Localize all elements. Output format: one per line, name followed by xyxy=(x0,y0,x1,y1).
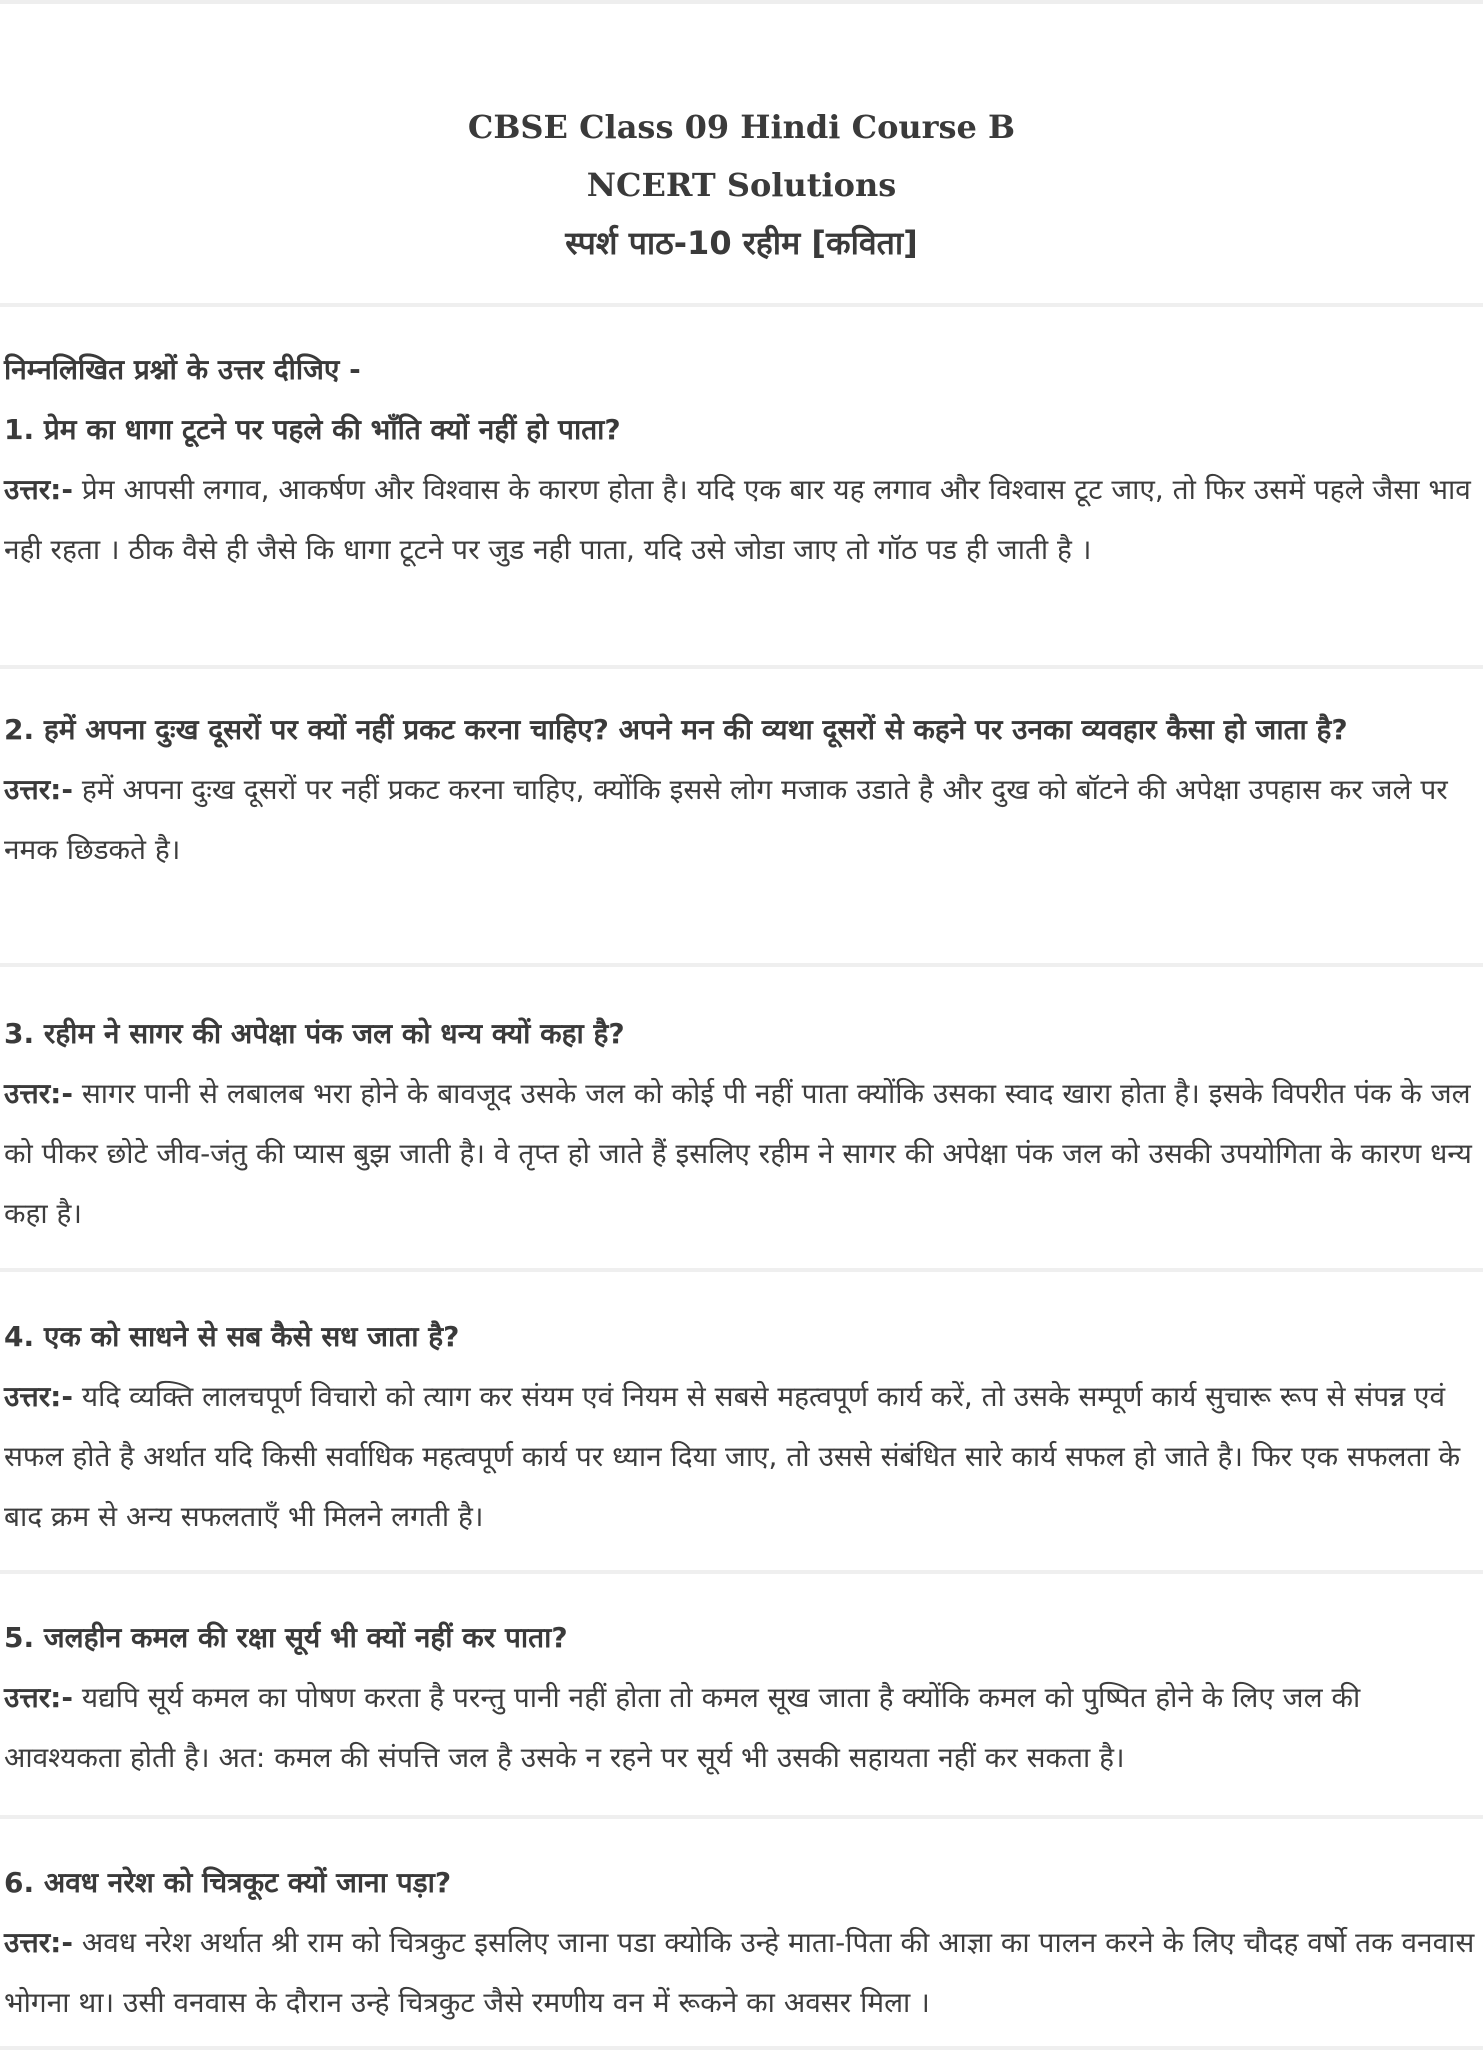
answer-text: यद्यपि सूर्य कमल का पोषण करता है परन्तु पानी नहीं होता तो कमल सूख जाता है क्योंकि कमल को पुष्पित होने के लिए जल की आवश्यकता होती है। अत: कमल की संपत्ति जल है उसके न रहने पर सूर्य भी उसकी सहायता नहीं कर सकता है। xyxy=(4,1681,1361,1774)
lesson-title: स्पर्श पाठ-10 रहीम [कविता] xyxy=(565,224,918,262)
qa-section-2 xyxy=(4,700,1479,880)
question-1: 1. प्रेम का धागा टूटने पर पहले की भाँति क्यों नहीं हो पाता? xyxy=(4,413,621,446)
answer-text: हमें अपना दुःख दूसरों पर नहीं प्रकट करना चाहिए, क्योंकि इससे लोग मजाक उडाते है और दुख को बॉटने की अपेक्षा उपहास कर जले पर नमक छिडकते है। xyxy=(4,773,1448,866)
answer-text: सागर पानी से लबालब भरा होने के बावजूद उसके जल को कोई पी नहीं पाता क्योंकि उसका स्वाद खारा होता है। इसके विपरीत पंक के जल को पीकर छोटे जीव-जंतु की प्यास बुझ जाती है। वे तृप्त हो जाते हैं इसलिए रहीम ने सागर की अपेक्षा पंक जल को उसकी उपयोगिता के कारण धन्य कहा है। xyxy=(4,1077,1472,1230)
answer-4 xyxy=(4,1367,1479,1547)
answer-5 xyxy=(4,1668,1479,1788)
answer-6 xyxy=(4,1913,1479,2033)
section-divider xyxy=(0,1570,1483,1574)
section-divider xyxy=(0,1815,1483,1819)
qa-section-6 xyxy=(4,1853,1479,2033)
question-2: 2. हमें अपना दुःख दूसरों पर क्यों नहीं प्रकट करना चाहिए? अपने मन की व्यथा दूसरों से कहने पर उनका व्यवहार कैसा हो जाता है? xyxy=(4,713,1348,746)
qa-section-4 xyxy=(4,1307,1479,1547)
answer-label: उत्तर:- xyxy=(4,473,73,506)
section-divider xyxy=(0,1268,1483,1272)
answer-3 xyxy=(4,1064,1479,1244)
question-3: 3. रहीम ने सागर की अपेक्षा पंक जल को धन्य क्यों कहा है? xyxy=(4,1017,625,1050)
document-header xyxy=(0,98,1483,272)
qa-section-1 xyxy=(4,340,1479,580)
question-6: 6. अवध नरेश को चित्रकूट क्यों जाना पड़ा? xyxy=(4,1866,452,1899)
section-divider xyxy=(0,303,1483,307)
answer-label: उत्तर:- xyxy=(4,1380,73,1413)
instructions: निम्नलिखित प्रश्नों के उत्तर दीजिए - xyxy=(4,353,361,386)
document-subtitle: NCERT Solutions xyxy=(586,166,897,204)
document-title: CBSE Class 09 Hindi Course B xyxy=(467,108,1016,146)
section-divider xyxy=(0,665,1483,669)
question-4: 4. एक को साधने से सब कैसे सध जाता है? xyxy=(4,1320,460,1353)
question-5: 5. जलहीन कमल की रक्षा सूर्य भी क्यों नहीं कर पाता? xyxy=(4,1621,568,1654)
answer-text: अवध नरेश अर्थात श्री राम को चित्रकुट इसलिए जाना पडा क्योकि उन्हे माता-पिता की आज्ञा का पालन करने के लिए चौदह वर्षो तक वनवास भोगना था। उसी वनवास के दौरान उन्हे चित्रकुट जैसे रमणीय वन में रूकने का अवसर मिला । xyxy=(4,1926,1475,2019)
section-divider xyxy=(0,963,1483,967)
answer-2 xyxy=(4,760,1479,880)
answer-label: उत्तर:- xyxy=(4,773,73,806)
answer-1 xyxy=(4,460,1479,580)
qa-section-5 xyxy=(4,1608,1479,1788)
answer-label: उत्तर:- xyxy=(4,1926,73,1959)
top-divider xyxy=(0,0,1483,4)
qa-section-3 xyxy=(4,1004,1479,1244)
answer-label: उत्तर:- xyxy=(4,1077,73,1110)
answer-text: प्रेम आपसी लगाव, आकर्षण और विश्वास के कारण होता है। यदि एक बार यह लगाव और विश्वास टूट जाए, तो फिर उसमें पहले जैसा भाव नही रहता । ठीक वैसे ही जैसे कि धागा टूटने पर जुड नही पाता, यदि उसे जोडा जाए तो गॉठ पड ही जाती है । xyxy=(4,473,1471,566)
answer-text: यदि व्यक्ति लालचपूर्ण विचारो को त्याग कर संयम एवं नियम से सबसे महत्वपूर्ण कार्य करें, तो उसके सम्पूर्ण कार्य सुचारू रूप से संपन्न एवं सफल होते है अर्थात यदि किसी सर्वाधिक महत्वपूर्ण कार्य पर ध्यान दिया जाए, तो उससे संबंधित सारे कार्य सफल हो जाते है। फिर एक सफलता के बाद क्रम से अन्य सफलताएँ भी मिलने लगती है। xyxy=(4,1380,1461,1533)
answer-label: उत्तर:- xyxy=(4,1681,73,1714)
bottom-divider xyxy=(0,2046,1483,2050)
